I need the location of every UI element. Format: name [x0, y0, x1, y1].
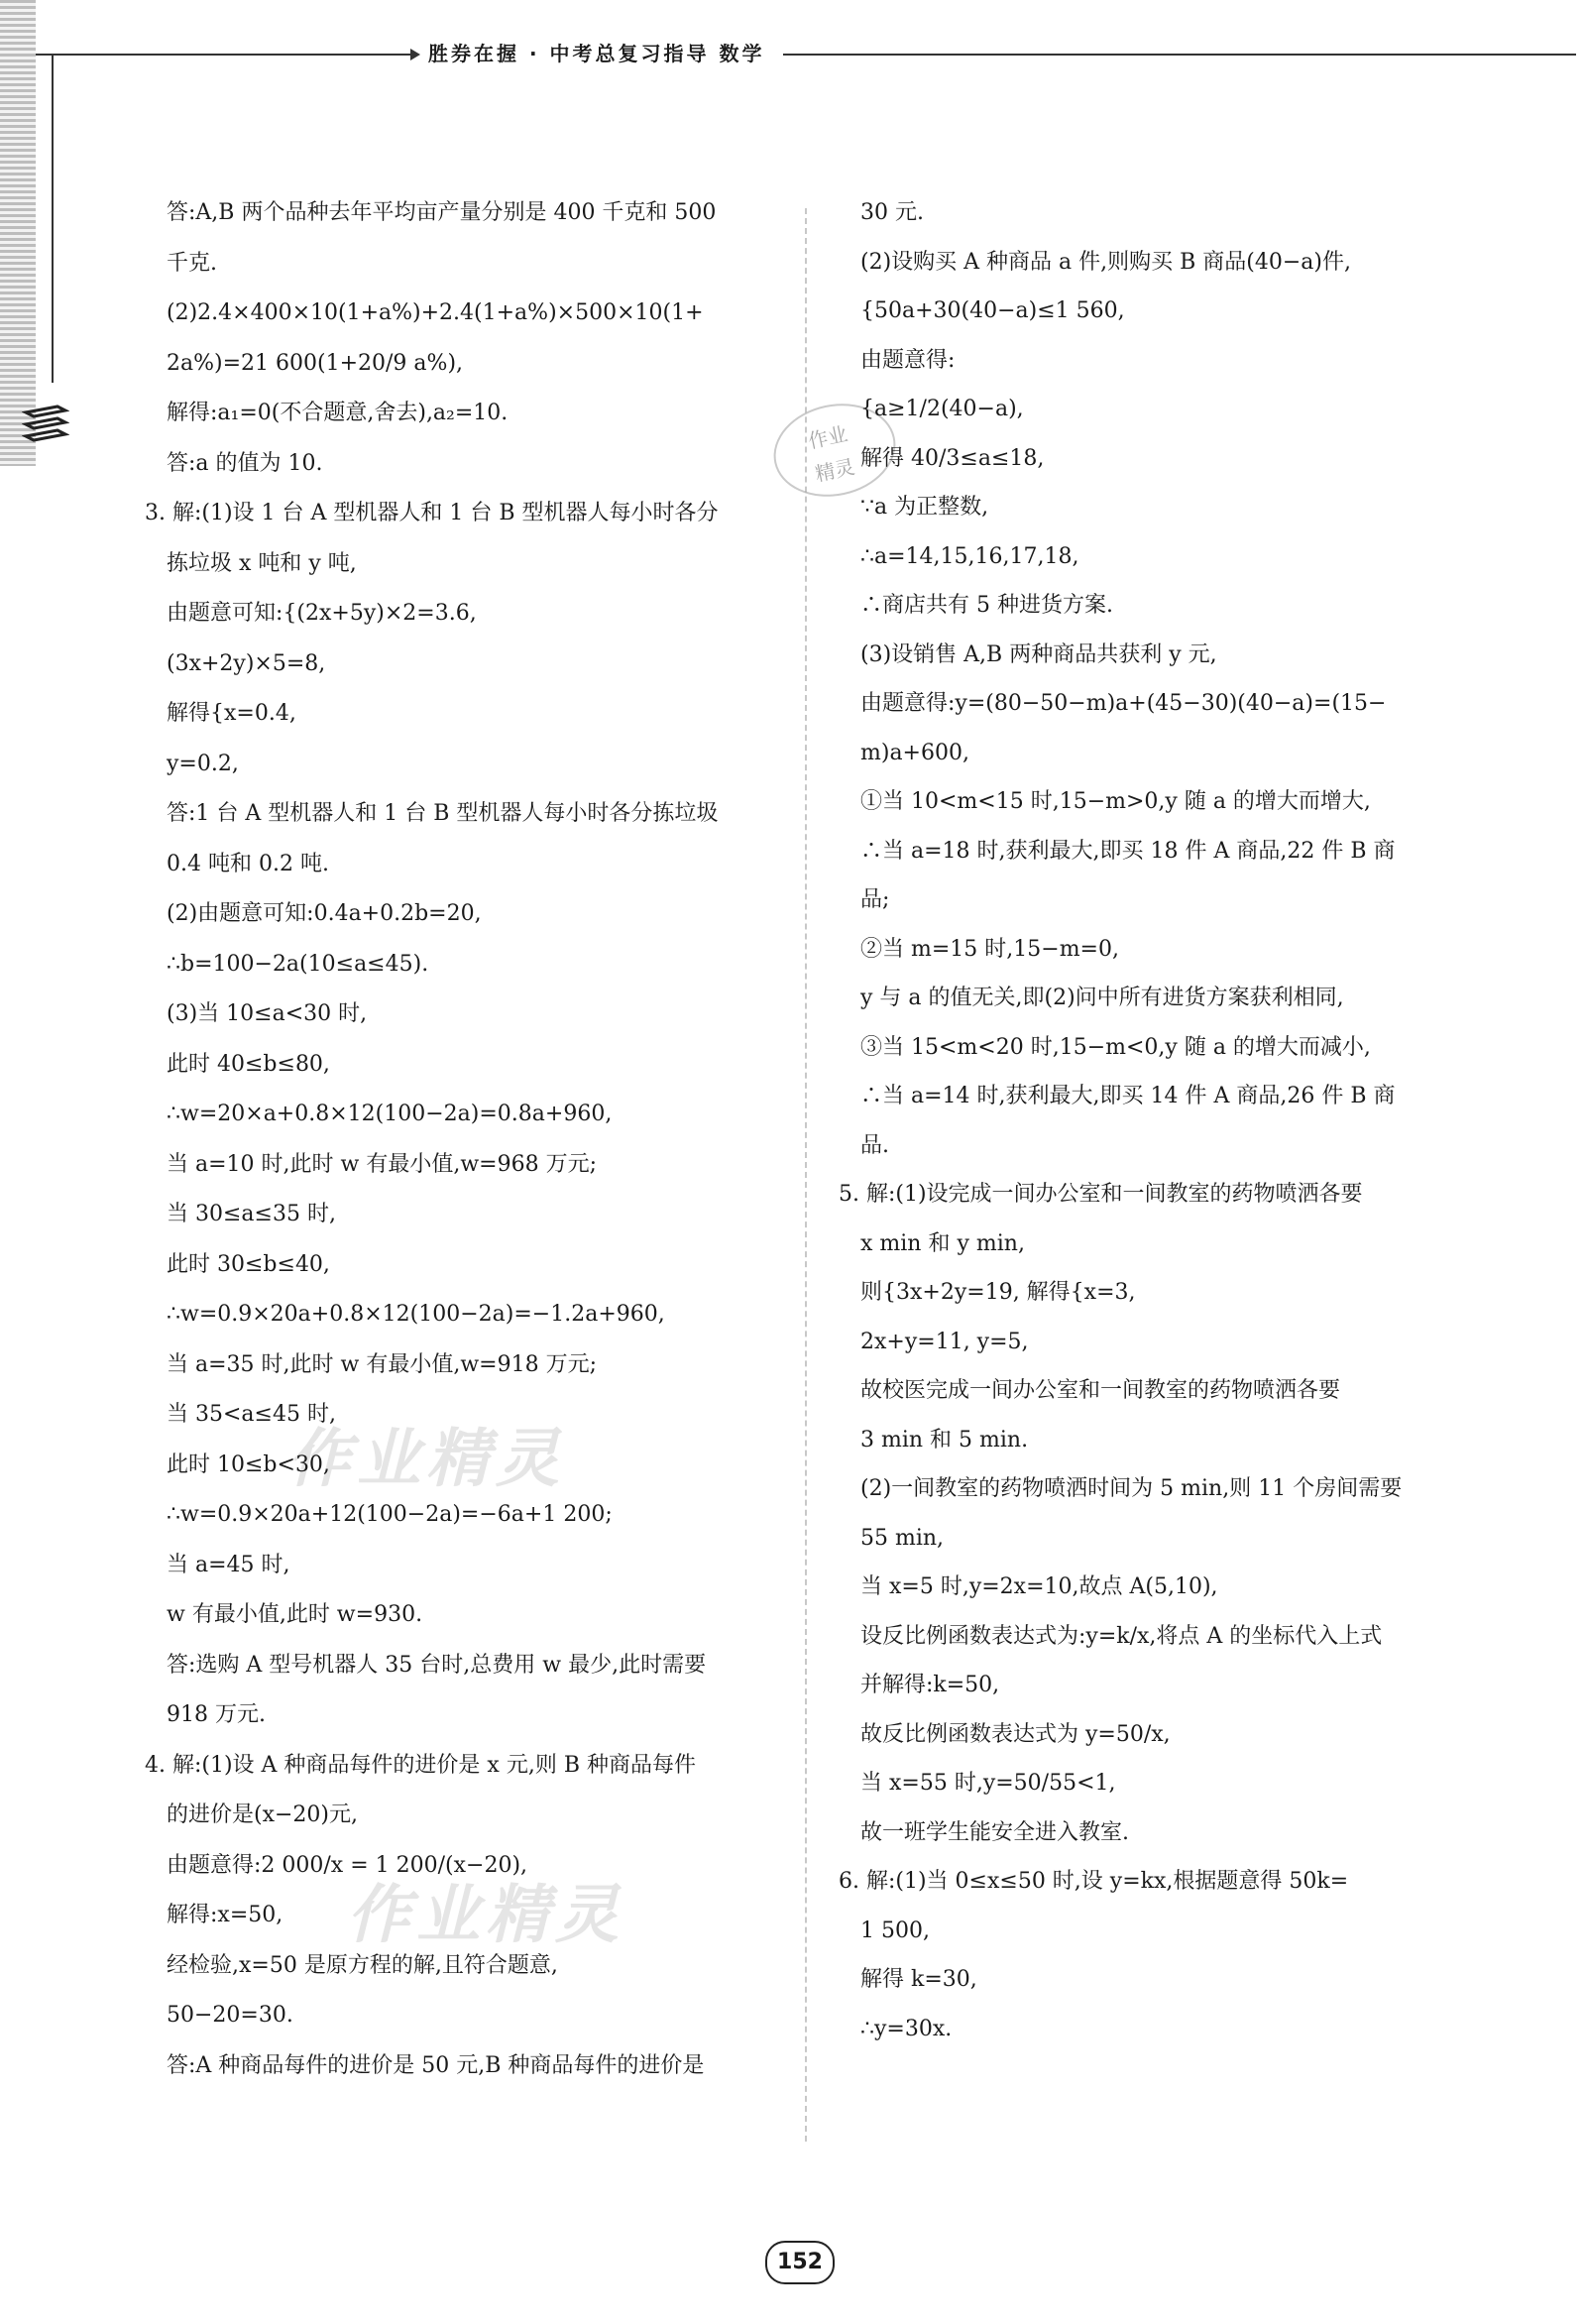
solution-line: w 有最小值,此时 w=930.	[167, 1602, 423, 1627]
solution-line: 0.4 吨和 0.2 吨.	[167, 851, 329, 876]
solution-line: 当 35<a≤45 时,	[167, 1402, 336, 1427]
solution-line: 55 min,	[860, 1525, 945, 1551]
solution-line: 并解得:k=50,	[860, 1673, 1000, 1697]
solution-line: 解得 k=30,	[860, 1967, 977, 1992]
solution-line: 此时 40≤b≤80,	[167, 1051, 330, 1077]
solution-line: (2)2.4×400×10(1+a%)+2.4(1+a%)×500×10(1+	[167, 300, 704, 325]
solution-line: ∴当 a=14 时,获利最大,即买 14 件 A 商品,26 件 B 商	[860, 1084, 1396, 1108]
solution-line: 当 30≤a≤35 时,	[167, 1202, 336, 1226]
solution-line: 解得:a₁=0(不合题意,舍去),a₂=10.	[167, 401, 509, 425]
solution-line: 2a%)=21 600(1+20/9 a%),	[167, 350, 464, 376]
solution-line: 设反比例函数表达式为:y=k/x,将点 A 的坐标代入上式	[860, 1623, 1383, 1649]
solution-line: 50−20=30.	[167, 2003, 293, 2028]
book-stack-icon	[22, 401, 69, 450]
solution-line: 经检验,x=50 是原方程的解,且符合题意,	[167, 1952, 558, 1978]
solution-line: ∴b=100−2a(10≤a≤45).	[167, 951, 429, 977]
solution-line: 答:a 的值为 10.	[167, 450, 323, 476]
solution-line: 当 x=55 时,y=50/55<1,	[860, 1771, 1116, 1796]
solution-line: 由题意可知:{(2x+5y)×2=3.6,	[167, 601, 477, 626]
solution-line: x min 和 y min,	[860, 1230, 1025, 1256]
watermark-text-2: 作业精灵	[347, 1879, 624, 1952]
stamp-text-bottom: 精灵	[813, 454, 857, 487]
header-title: 胜券在握 · 中考总复习指导 数学	[428, 42, 765, 65]
solution-line: 解得:x=50,	[167, 1903, 283, 1927]
page-number: 152	[765, 2241, 835, 2284]
solution-line: 拣垃圾 x 吨和 y 吨,	[167, 550, 357, 576]
solution-line: (3)设销售 A,B 两种商品共获利 y 元,	[860, 641, 1217, 667]
solution-line: ②当 m=15 时,15−m=0,	[860, 936, 1119, 962]
solution-line: {50a+30(40−a)≤1 560,	[860, 298, 1125, 323]
solution-line: (2)由题意可知:0.4a+0.2b=20,	[167, 901, 482, 926]
solution-line: 918 万元.	[167, 1702, 266, 1727]
solution-line: 当 x=5 时,y=2x=10,故点 A(5,10),	[860, 1574, 1218, 1599]
solution-line: 当 a=35 时,此时 w 有最小值,w=918 万元;	[167, 1351, 597, 1377]
solution-line: 品;	[860, 887, 890, 912]
solution-line: 此时 30≤b≤40,	[167, 1251, 330, 1277]
column-divider	[805, 208, 807, 2142]
solution-line: 答:A 种商品每件的进价是 50 元,B 种商品每件的进价是	[167, 2052, 705, 2078]
solution-line: ∴w=0.9×20a+12(100−2a)=−6a+1 200;	[167, 1502, 613, 1527]
solution-line: y 与 a 的值无关,即(2)问中所有进货方案获利相同,	[860, 986, 1344, 1010]
header-rule-left	[36, 54, 412, 56]
solution-line: 答:A,B 两个品种去年平均亩产量分别是 400 千克和 500	[167, 200, 717, 225]
header-rule-right	[783, 54, 1576, 56]
solution-line: 则{3x+2y=19, 解得{x=3,	[860, 1280, 1136, 1305]
solution-line: 4. 解:(1)设 A 种商品每件的进价是 x 元,则 B 种商品每件	[145, 1752, 696, 1778]
solution-line: ∴当 a=18 时,获利最大,即买 18 件 A 商品,22 件 B 商	[860, 838, 1396, 864]
solution-line: 1 500,	[860, 1917, 930, 1943]
solution-line: 答:1 台 A 型机器人和 1 台 B 型机器人每小时各分拣垃圾	[167, 801, 719, 826]
solution-line: (2)设购买 A 种商品 a 件,则购买 B 商品(40−a)件,	[860, 249, 1351, 275]
solution-line: ∴y=30x.	[860, 2016, 953, 2041]
solution-line: 由题意得:	[860, 347, 956, 373]
solution-line: 6. 解:(1)当 0≤x≤50 时,设 y=kx,根据题意得 50k=	[839, 1869, 1349, 1894]
solution-line: ∴w=0.9×20a+0.8×12(100−2a)=−1.2a+960,	[167, 1302, 665, 1327]
solution-line: y=0.2,	[167, 751, 239, 776]
solution-line: 的进价是(x−20)元,	[167, 1802, 358, 1827]
solution-line: ∴w=20×a+0.8×12(100−2a)=0.8a+960,	[167, 1102, 613, 1126]
solution-line: ③当 15<m<20 时,15−m<0,y 随 a 的增大而减小,	[860, 1034, 1371, 1060]
watermark-text-1: 作业精灵	[287, 1423, 565, 1496]
solution-line: 故反比例函数表达式为 y=50/x,	[860, 1721, 1171, 1747]
solution-line: {a≥1/2(40−a),	[860, 397, 1024, 421]
solution-line: 解得 40/3≤a≤18,	[860, 445, 1045, 471]
solution-line: 2x+y=11, y=5,	[860, 1329, 1029, 1354]
side-rule	[52, 56, 54, 383]
header-arrow-icon	[410, 49, 420, 60]
solution-line: m)a+600,	[860, 740, 969, 765]
solution-line: 由题意得:2 000/x = 1 200/(x−20),	[167, 1852, 528, 1878]
solution-line: 3. 解:(1)设 1 台 A 型机器人和 1 台 B 型机器人每小时各分	[145, 501, 719, 525]
solution-line: 解得{x=0.4,	[167, 701, 296, 726]
solution-line: 当 a=10 时,此时 w 有最小值,w=968 万元;	[167, 1151, 597, 1177]
solution-line: 3 min 和 5 min.	[860, 1427, 1029, 1452]
solution-line: 5. 解:(1)设完成一间办公室和一间教室的药物喷洒各要	[839, 1182, 1363, 1207]
solution-line: (2)一间教室的药物喷洒时间为 5 min,则 11 个房间需要	[860, 1476, 1403, 1501]
solution-line: 30 元.	[860, 200, 924, 225]
solution-line: 答:选购 A 型号机器人 35 台时,总费用 w 最少,此时需要	[167, 1652, 707, 1678]
solution-line: 故一班学生能安全进入教室.	[860, 1819, 1129, 1845]
solution-line: 千克.	[167, 250, 217, 276]
solution-line: 由题意得:y=(80−50−m)a+(45−30)(40−a)=(15−	[860, 691, 1387, 716]
solution-line: 此时 10≤b<30,	[167, 1452, 330, 1477]
solution-line: ∴a=14,15,16,17,18,	[860, 543, 1079, 569]
solution-line: 当 a=45 时,	[167, 1552, 290, 1577]
stamp-text-top: 作业	[806, 421, 850, 454]
solution-line: (3)当 10≤a<30 时,	[167, 1001, 368, 1026]
solution-line: ∴商店共有 5 种进货方案.	[860, 593, 1113, 618]
solution-line: (3x+2y)×5=8,	[167, 650, 326, 676]
solution-line: 品.	[860, 1132, 889, 1158]
header-decorative-strip	[0, 0, 36, 466]
solution-line: ∵a 为正整数,	[860, 495, 989, 520]
solution-line: 故校医完成一间办公室和一间教室的药物喷洒各要	[860, 1378, 1341, 1403]
solution-line: ①当 10<m<15 时,15−m>0,y 随 a 的增大而增大,	[860, 789, 1371, 814]
